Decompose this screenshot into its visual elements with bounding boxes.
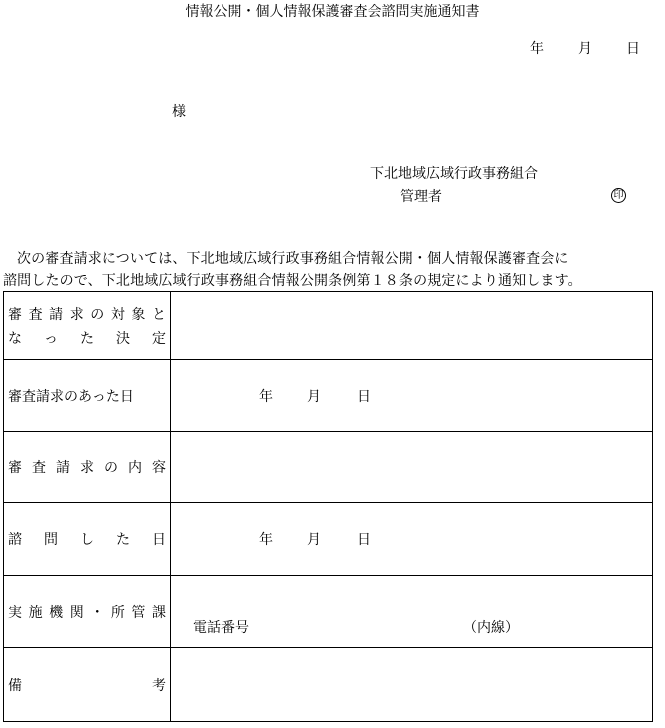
label-char: 備 — [8, 677, 22, 694]
label-char: 実 — [8, 604, 22, 621]
label-char: 機 — [49, 604, 64, 621]
label-char: な — [8, 330, 22, 347]
label-char: 内 — [128, 460, 142, 476]
label-char: 諮 — [8, 532, 22, 548]
notice-body — [3, 248, 665, 292]
year-label: 年 — [259, 388, 273, 405]
value-remarks[interactable] — [171, 648, 653, 722]
notice-body-line-2: 諮問したので、下北地域広域行政事務組合情報公開条例第１８条の規定により通知します。 — [3, 273, 582, 289]
label-char: 象 — [131, 306, 146, 323]
seal-icon: 印 — [611, 188, 626, 203]
label-char: 考 — [152, 677, 166, 694]
label-char: 求 — [69, 306, 84, 323]
label-char: の — [104, 460, 118, 476]
label-request-date — [4, 360, 171, 432]
date-year-label: 年 — [530, 41, 544, 57]
label-char: 求 — [80, 460, 94, 476]
recipient-honorific: 様 — [172, 104, 186, 120]
label-char: 査 — [32, 460, 46, 476]
phone-number-label: 電話番号 — [193, 620, 249, 636]
label-char: 問 — [44, 532, 58, 548]
label-char: 決 — [116, 330, 130, 347]
label-char: 請 — [56, 460, 70, 476]
label-char: 関 — [69, 604, 84, 621]
value-consultation-date[interactable] — [171, 503, 653, 576]
label-char: と — [151, 306, 166, 323]
label-char: 査 — [28, 306, 43, 323]
label-char: た — [80, 330, 94, 347]
label-char: っ — [44, 330, 58, 347]
month-label: 月 — [307, 532, 321, 548]
date-month-label: 月 — [578, 41, 592, 57]
label-char: 審 — [8, 306, 22, 323]
label-char: 日 — [152, 532, 166, 548]
extension-label: （内線） — [463, 620, 519, 636]
notice-body-line-1: 次の審査請求については、下北地域広域行政事務組合情報公開・個人情報保護審査会に — [17, 251, 569, 267]
label-request-content — [4, 432, 171, 503]
table-row — [4, 360, 653, 432]
label-char: 審 — [8, 460, 22, 476]
day-label: 日 — [357, 388, 371, 405]
label-char: し — [80, 532, 94, 548]
label-char: 対 — [110, 306, 125, 323]
label-text: 審査請求のあった日 — [8, 388, 134, 405]
label-char: 施 — [28, 604, 43, 621]
date-day-label: 日 — [626, 41, 640, 57]
label-char: 管 — [131, 604, 146, 621]
value-request-date[interactable] — [171, 360, 653, 432]
value-request-content[interactable] — [171, 432, 653, 503]
label-char: た — [116, 532, 130, 548]
label-consultation-date — [4, 503, 171, 576]
month-label: 月 — [307, 388, 321, 405]
label-char: 課 — [151, 604, 166, 621]
notice-form-table — [3, 291, 653, 722]
label-agency-section — [4, 576, 171, 648]
document-title: 情報公開・個人情報保護審査会諮問実施通知書 — [185, 4, 480, 20]
label-char: 請 — [49, 306, 64, 323]
value-agency-section[interactable] — [171, 576, 653, 648]
table-row — [4, 648, 653, 722]
label-subject-decision — [4, 292, 171, 360]
label-remarks — [4, 648, 171, 722]
sender-manager: 管理者 — [400, 189, 442, 205]
table-row — [4, 292, 653, 360]
day-label: 日 — [357, 532, 371, 548]
year-label: 年 — [259, 532, 273, 548]
label-char: 所 — [110, 604, 125, 621]
table-row — [4, 432, 653, 503]
sender-organization: 下北地域広域行政事務組合 — [370, 166, 538, 182]
label-char: の — [90, 306, 105, 323]
value-subject-decision[interactable] — [171, 292, 653, 360]
label-char: 定 — [152, 330, 166, 347]
table-row — [4, 576, 653, 648]
label-char: ・ — [90, 604, 105, 621]
label-char: 容 — [152, 460, 166, 476]
table-row — [4, 503, 653, 576]
